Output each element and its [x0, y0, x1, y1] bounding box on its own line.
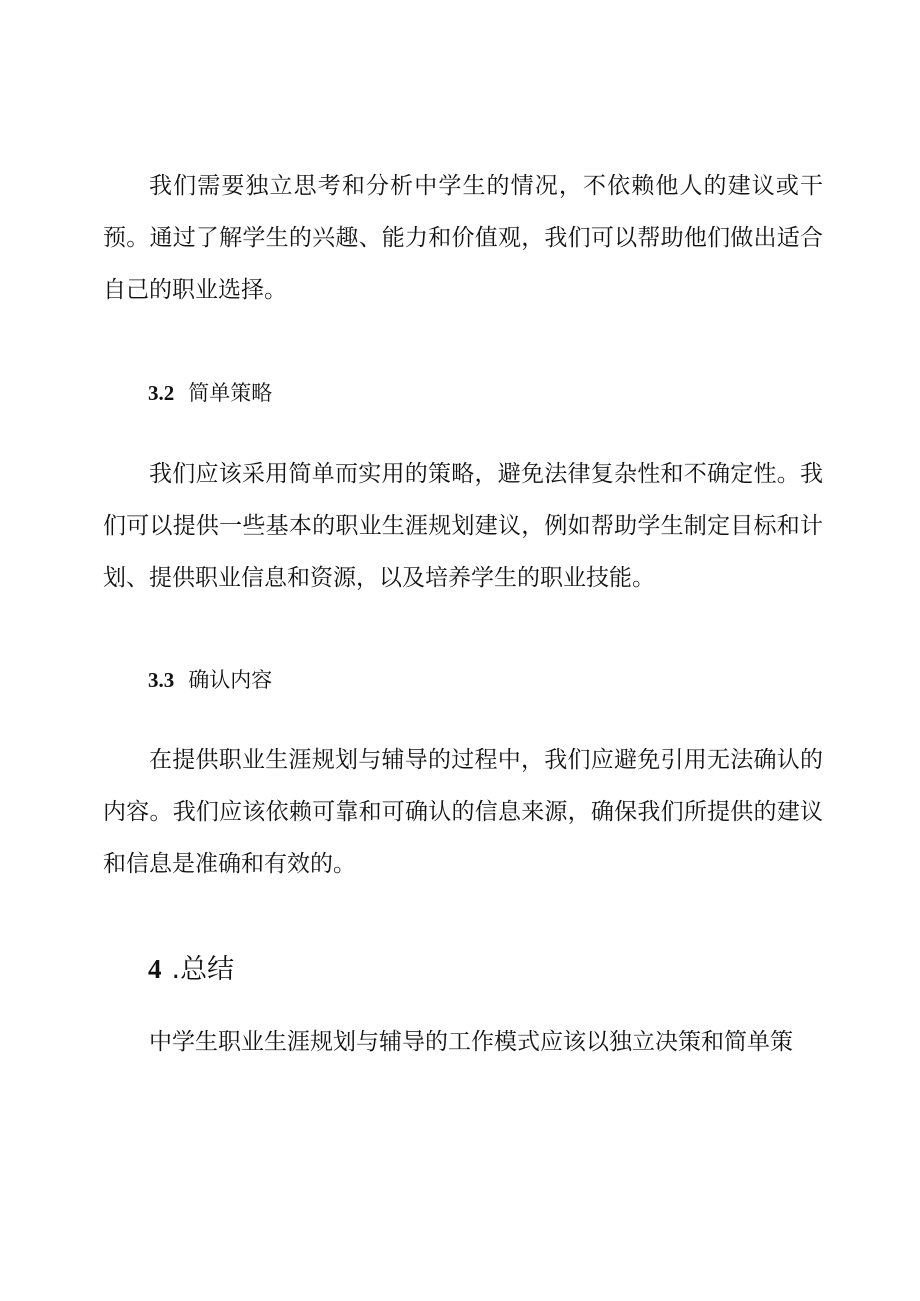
section-4-number: 4: [148, 954, 162, 984]
section-3-3-paragraph: 在提供职业生涯规划与辅导的过程中，我们应避免引用无法确认的内容。我们应该依赖可靠和可确认的信息来源，确保我们所提供的建议和信息是准确和有效的。: [103, 747, 823, 877]
section-3-3-title: 确认内容: [188, 668, 273, 692]
section-4-title: .总结: [171, 954, 235, 985]
section-4-heading: [148, 951, 234, 988]
section-3-3-number: 3.3: [148, 668, 175, 692]
section-3-2-number: 3.2: [148, 381, 175, 405]
section-3-2-title: 简单策略: [188, 381, 273, 405]
section-3-2-paragraph: 我们应该采用简单而实用的策略，避免法律复杂性和不确定性。我们可以提供一些基本的职业生涯规划建议，例如帮助学生制定目标和计划、提供职业信息和资源，以及培养学生的职业技能。: [103, 461, 823, 591]
section-3-2-heading: [148, 378, 272, 408]
summary-paragraph: 中学生职业生涯规划与辅导的工作模式应该以独立决策和简单策: [149, 1029, 793, 1055]
section-3-3-heading: [148, 665, 272, 695]
intro-paragraph: 我们需要独立思考和分析中学生的情况，不依赖他人的建议或干预。通过了解学生的兴趣、能力和价值观，我们可以帮助他们做出适合自己的职业选择。: [103, 173, 823, 303]
